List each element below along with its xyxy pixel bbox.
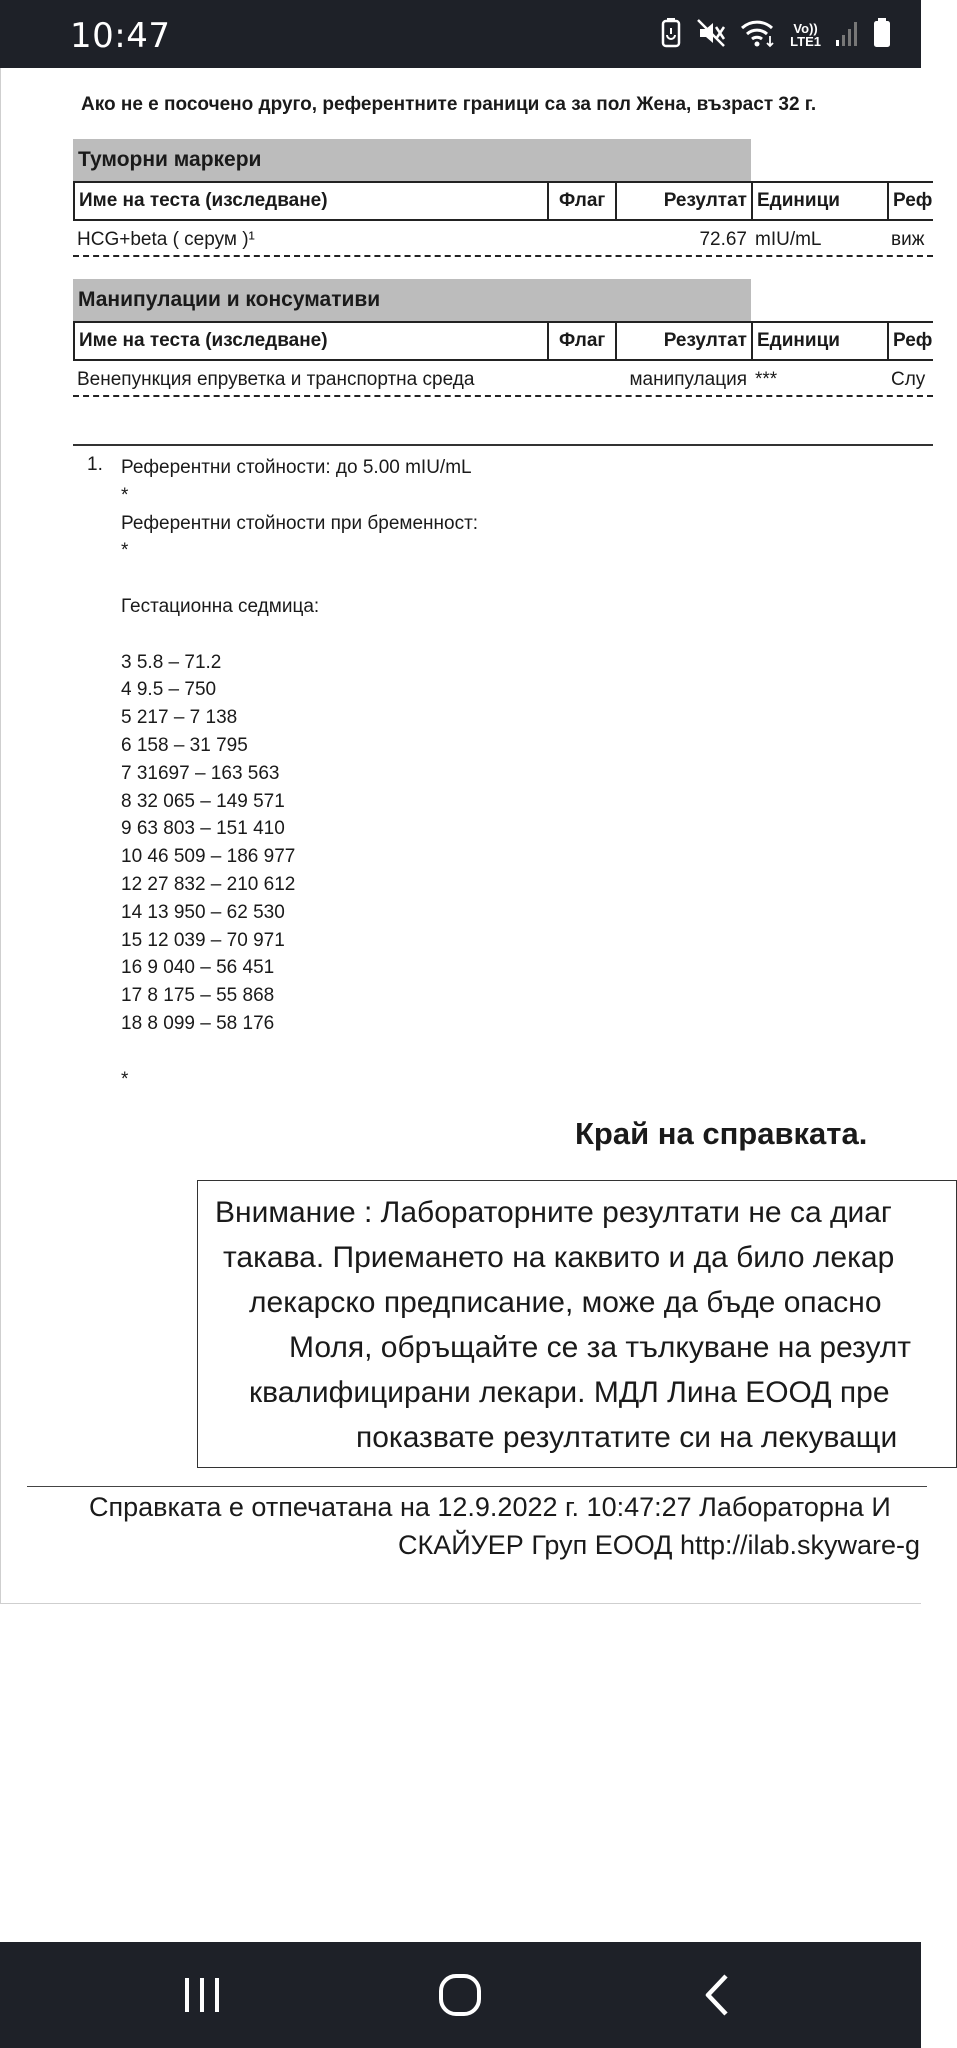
footnote-line: 12 27 832 – 210 612 — [121, 873, 296, 895]
wifi-icon — [740, 18, 776, 53]
col-flag: Флаг — [549, 183, 617, 219]
footnote-line: 7 31697 – 163 563 — [121, 762, 280, 784]
footnote-line: 14 13 950 – 62 530 — [121, 901, 285, 923]
table-row — [73, 365, 933, 397]
print-info-line: Справката е отпечатана на 12.9.2022 г. 10:47:27 Лабораторна И — [89, 1492, 891, 1522]
warning-box — [197, 1180, 957, 1468]
warning-line: показвате резултатите си на лекуващи — [356, 1421, 898, 1454]
print-info-line: СКАЙУЕР Груп ЕООД http://ilab.skyware-g — [398, 1530, 921, 1560]
reference-note: Ако не е посочено друго, референтните граници са за пол Жена, възраст 32 г. — [81, 94, 817, 115]
status-icons — [660, 18, 891, 52]
col-units: Единици — [753, 183, 889, 219]
footnote-line: * — [121, 540, 129, 562]
battery-saver-icon — [660, 18, 682, 53]
cell-test-name: HCG+beta ( серум )¹ — [77, 229, 255, 250]
signal-icon — [835, 18, 859, 53]
footnote-line — [121, 621, 478, 649]
cell-flag — [547, 225, 615, 255]
footnote-line: 3 5.8 – 71.2 — [121, 651, 222, 673]
footnote-line: Гестационна седмица: — [121, 595, 320, 617]
navigation-bar — [0, 1942, 921, 2048]
cell-units: *** — [755, 369, 778, 390]
footnote-line — [121, 1038, 478, 1066]
col-units: Единици — [753, 323, 889, 359]
table-header — [73, 321, 933, 361]
table-row — [73, 225, 933, 257]
footnote-line: 5 217 – 7 138 — [121, 707, 238, 729]
footnote-line: 17 8 175 – 55 868 — [121, 985, 275, 1007]
cell-reference: Слу — [891, 369, 926, 390]
col-reference: Реф — [893, 190, 933, 211]
warning-line: Внимание : Лабораторните резултати не са диаг — [215, 1196, 892, 1229]
cell-flag — [547, 365, 615, 395]
warning-line: квалифицирани лекари. МДЛ Лина ЕООД пре — [249, 1376, 890, 1409]
footnote-line: 16 9 040 – 56 451 — [121, 957, 275, 979]
footnote-line — [121, 565, 478, 593]
end-of-report-title: Край на справката. — [575, 1116, 868, 1151]
footnote-line: 8 32 065 – 149 571 — [121, 790, 285, 812]
status-bar — [0, 0, 921, 68]
col-reference: Реф — [893, 330, 933, 351]
print-divider — [27, 1486, 927, 1487]
cell-reference: виж — [891, 229, 925, 250]
section-header-manipulations: Манипулации и консумативи — [73, 279, 751, 321]
recent-apps-icon[interactable] — [182, 1970, 222, 2020]
footnote-line: 6 158 – 31 795 — [121, 734, 248, 756]
footnote-text — [121, 454, 478, 1093]
section-header-tumor-markers: Туморни маркери — [73, 139, 751, 181]
footnote-line: 10 46 509 – 186 977 — [121, 846, 296, 868]
footnote-line: 18 8 099 – 58 176 — [121, 1012, 275, 1034]
footnote-line: 15 12 039 – 70 971 — [121, 929, 285, 951]
col-result: Резултат — [617, 183, 753, 219]
col-flag: Флаг — [549, 323, 617, 359]
col-test-name: Име на теста (изследване) — [75, 323, 549, 359]
table-header — [73, 181, 933, 221]
footnote-number: 1. — [87, 454, 103, 475]
status-time: 10:47 — [70, 16, 171, 56]
cell-test-name: Венепункция епруветка и транспортна среда — [77, 369, 475, 390]
cell-units: mIU/mL — [755, 229, 822, 250]
footnote-divider — [73, 444, 933, 446]
cell-result: 72.67 — [699, 229, 747, 250]
back-icon[interactable] — [702, 1970, 732, 2020]
battery-icon — [873, 18, 891, 53]
volte-icon: Vo)) LTE1 — [790, 21, 821, 49]
col-test-name: Име на теста (изследване) — [75, 183, 549, 219]
home-icon[interactable] — [437, 1970, 483, 2020]
col-result: Резултат — [617, 323, 753, 359]
warning-line: такава. Приемането на каквито и да било лекар — [223, 1241, 895, 1274]
footnote-line: * — [121, 1068, 129, 1090]
footnote-line: 9 63 803 – 151 410 — [121, 818, 285, 840]
footnote-line: * — [121, 484, 129, 506]
footnote-line: 4 9.5 – 750 — [121, 679, 217, 701]
warning-line: лекарско предписание, може да бъде опасно — [249, 1286, 882, 1319]
footnote-line: Референтни стойности: до 5.00 mIU/mL — [121, 457, 472, 478]
lab-report-document[interactable] — [0, 68, 933, 1604]
warning-line: Моля, обръщайте се за тълкуване на резулт — [289, 1331, 912, 1364]
mute-icon — [696, 18, 726, 53]
cell-result: манипулация — [629, 369, 747, 390]
footnote-line: Референтни стойности при бременност: — [121, 512, 479, 534]
